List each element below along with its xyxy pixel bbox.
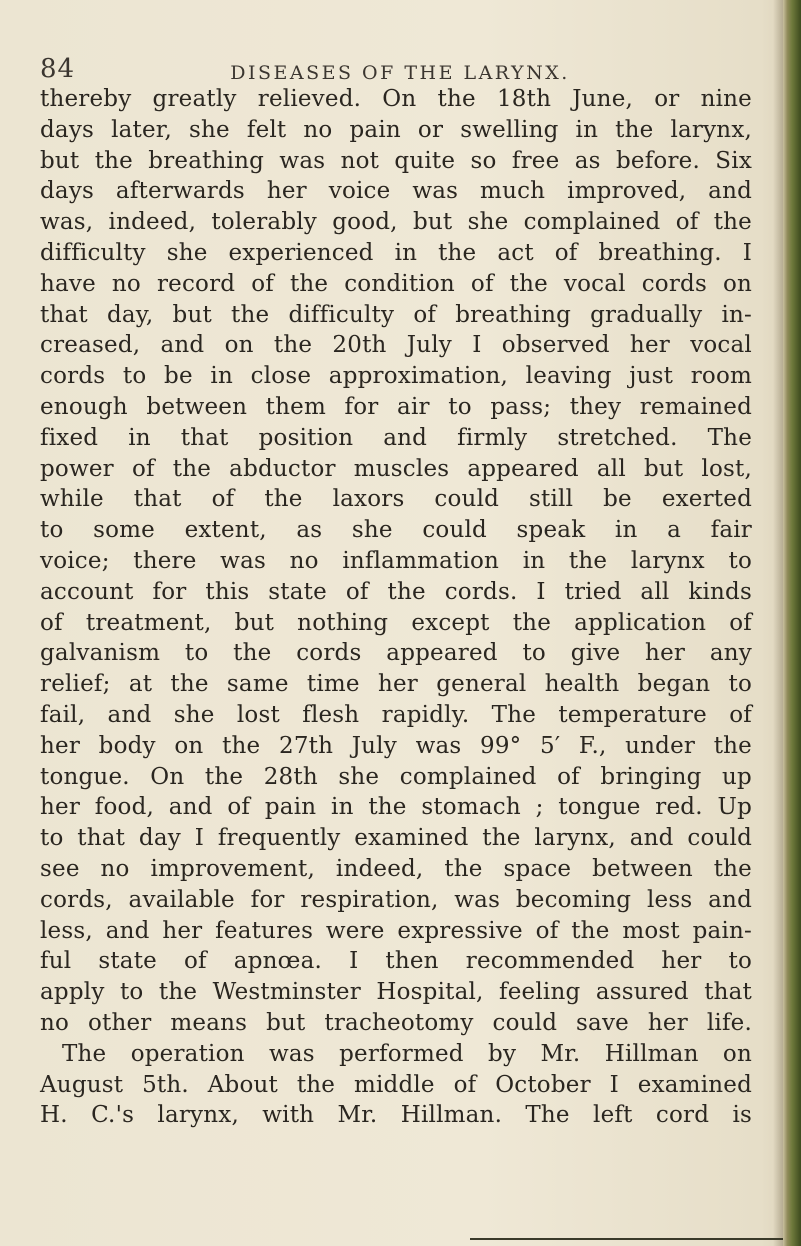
text-line: thereby greatly relieved. On the 18th June, or nine xyxy=(40,86,752,112)
text-line: of treatment, but nothing except the application of xyxy=(40,609,752,636)
text-line: days afterwards her voice was much improved, and xyxy=(40,178,752,205)
page-bottom-edge xyxy=(470,1238,783,1240)
text-line: was, indeed, tolerably good, but she complained of the xyxy=(40,209,752,236)
text-line: fixed in that position and firmly stretched. The xyxy=(40,424,752,451)
text-line: account for this state of the cords. I tried all kinds xyxy=(40,578,752,605)
text-line: cords to be in close approximation, leaving just room xyxy=(40,363,752,390)
text-line: tongue. On the 28th she complained of bringing up xyxy=(40,763,752,790)
text-line: galvanism to the cords appeared to give her any xyxy=(40,640,752,667)
text-line: creased, and on the 20th July I observed her vocal xyxy=(40,332,752,359)
text-line: but the breathing was not quite so free as before. Six xyxy=(40,147,752,174)
text-line: ful state of apnœa. I then recommended her to xyxy=(40,948,752,975)
page-number: 84 xyxy=(40,54,76,84)
text-line: to that day I frequently examined the larynx, and could xyxy=(40,825,752,852)
text-line: have no record of the condition of the vocal cords on xyxy=(40,270,752,297)
text-line: relief; at the same time her general health began to xyxy=(40,671,752,698)
text-line: fail, and she lost flesh rapidly. The temperature of xyxy=(40,701,752,728)
text-line: difficulty she experienced in the act of breathing. I xyxy=(40,239,752,266)
text-line: her food, and of pain in the stomach ; tongue red. Up xyxy=(40,794,752,821)
text-line: that day, but the difficulty of breathing gradually in- xyxy=(40,301,752,328)
text-line: no other means but tracheotomy could save her life. xyxy=(40,1009,752,1036)
text-line: voice; there was no inflammation in the larynx to xyxy=(40,547,752,574)
text-line: while that of the laxors could still be exerted xyxy=(40,486,752,513)
page-edge xyxy=(783,0,801,1246)
text-line: her body on the 27th July was 99° 5′ F., under the xyxy=(40,732,752,759)
text-line: cords, available for respiration, was becoming less and xyxy=(40,886,752,913)
text-line: August 5th. About the middle of October I examined xyxy=(40,1071,752,1098)
text-line: to some extent, as she could speak in a fair xyxy=(40,517,752,544)
binding-shadow xyxy=(773,0,783,1246)
text-line: apply to the Westminster Hospital, feeling assured that xyxy=(40,979,752,1006)
text-line: days later, she felt no pain or swelling in the larynx, xyxy=(40,116,752,143)
text-line: H. C.'s larynx, with Mr. Hillman. The left cord is xyxy=(40,1102,752,1129)
text-line: less, and her features were expressive of the most pain- xyxy=(40,917,752,944)
text-line: enough between them for air to pass; they remained xyxy=(40,393,752,420)
text-line: power of the abductor muscles appeared all but lost, xyxy=(40,455,752,482)
text-line: The operation was performed by Mr. Hillman on xyxy=(62,1040,752,1067)
text-line: see no improvement, indeed, the space between the xyxy=(40,855,752,882)
body-text xyxy=(40,84,752,1131)
running-head: DISEASES OF THE LARYNX. xyxy=(230,62,570,84)
